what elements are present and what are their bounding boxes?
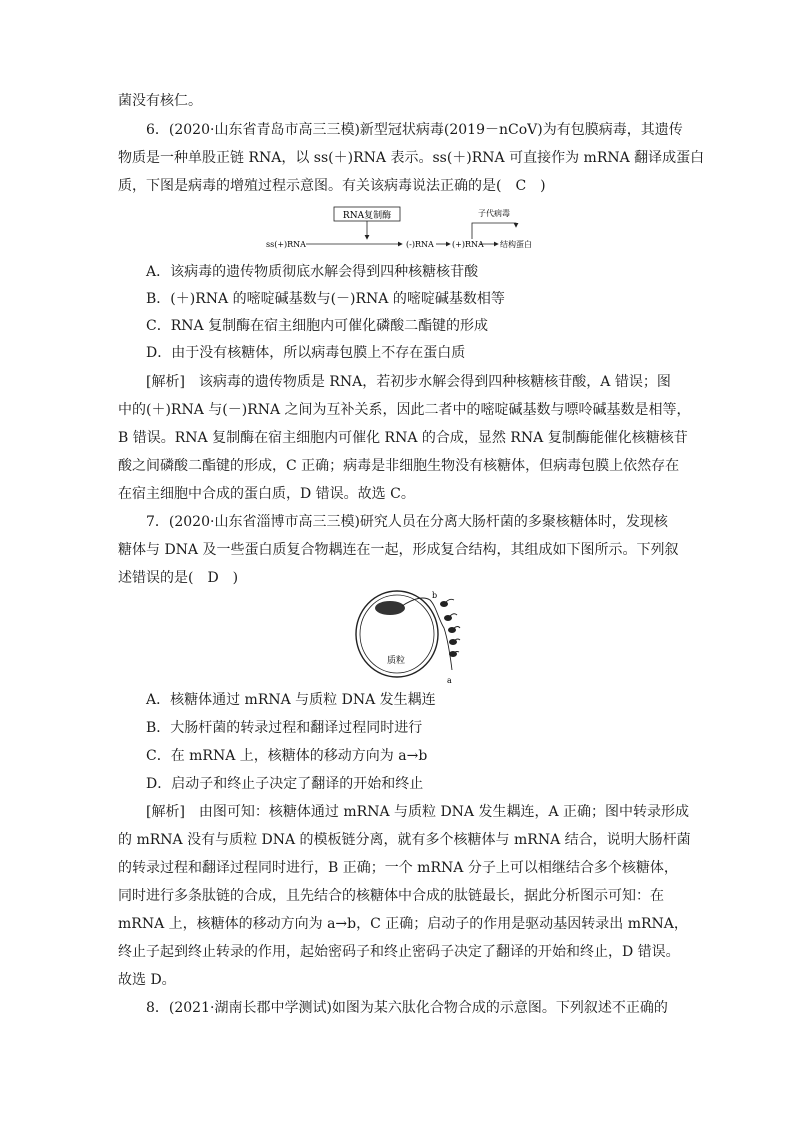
analysis-7-line-6: 终止子起到终止转录的作用，起始密码子和终止密码子决定了翻译的开始和终止，D 错误。: [118, 944, 680, 960]
option-c: C．RNA 复制酶在宿主细胞内可催化磷酸二酯键的形成: [146, 318, 489, 334]
rna-replicase-box: [334, 207, 400, 221]
option-a: A．该病毒的遗传物质彻底水解会得到四种核糖核苷酸: [146, 264, 479, 280]
offspring-virus-label: 子代病毒: [478, 209, 510, 218]
analysis-6-line-4: 酸之间磷酸二酯键的形成，C 正确；病毒是非细胞生物没有核糖体，但病毒包膜上依然存在: [118, 458, 680, 474]
analysis-7-line-7: 故选 D。: [118, 972, 176, 988]
analysis-6-line-2: 中的(＋)RNA 与(－)RNA 之间为互补关系，因此二者中的嘧啶碱基数与嘌呤碱基数是相等，: [118, 402, 691, 418]
option-d: D．由于没有核糖体，所以病毒包膜上不存在蛋白质: [146, 345, 466, 361]
question-6-line-1: 6．(2020·山东省青岛市高三三模)新型冠状病毒(2019－nCoV)为有包膜病毒，其遗传: [146, 122, 683, 138]
ribosome-group: [440, 599, 460, 657]
label-a: a: [447, 676, 452, 685]
analysis-6-line-5: 在宿主细胞中合成的蛋白质，D 错误。故选 C。: [118, 486, 415, 502]
plasmid-ribosome-diagram: [352, 588, 482, 688]
ribosome: [440, 601, 448, 607]
rna-replicase-label: RNA复制酶: [342, 211, 392, 221]
structural-protein-label: 结构蛋白: [500, 240, 532, 249]
analysis-7-line-2: 的 mRNA 没有与质粒 DNA 的模板链分离，就有多个核糖体与 mRNA 结合，说明大肠杆菌: [118, 832, 691, 848]
analysis-7-line-1: [解析] 由图可知：核糖体通过 mRNA 与质粒 DNA 发生耦连，A 正确；图中转录形成: [146, 804, 690, 820]
question-7-line-3: 述错误的是( D ): [118, 570, 239, 586]
mrna-strand: [402, 598, 452, 670]
analysis-6-line-3: B 错误。RNA 复制酶在宿主细胞内可催化 RNA 的合成，显然 RNA 复制酶能催化核糖核苷: [118, 430, 688, 446]
virus-replication-diagram: [262, 205, 552, 255]
ss-plus-rna-label: ss(+)RNA: [266, 240, 306, 249]
option-d: D．启动子和终止子决定了翻译的开始和终止: [146, 776, 424, 792]
question-8-line-1: 8．(2021·湖南长郡中学测试)如图为某六肽化合物合成的示意图。下列叙述不正确的: [146, 1000, 668, 1016]
analysis-6-line-1: [解析] 该病毒的遗传物质是 RNA，若初步水解会得到四种核糖核苷酸，A 错误；图: [146, 374, 671, 390]
plus-rna-label: (+)RNA: [452, 240, 484, 249]
minus-rna-label: (-)RNA: [406, 240, 434, 249]
option-b: B．(＋)RNA 的嘧啶碱基数与(－)RNA 的嘧啶碱基数相等: [146, 291, 505, 307]
option-a: A．核糖体通过 mRNA 与质粒 DNA 发生耦连: [146, 692, 436, 708]
label-b: b: [432, 591, 438, 600]
rna-polymerase-blob: [375, 601, 405, 615]
plasmid-label: 质粒: [386, 656, 406, 666]
question-6-line-3: 质，下图是病毒的增殖过程示意图。有关该病毒说法正确的是( C ): [118, 178, 546, 194]
text-line: 菌没有核仁。: [118, 93, 202, 109]
analysis-7-line-5: mRNA 上，核糖体的移动方向为 a→b，C 正确；启动子的作用是驱动基因转录出 mRNA，: [118, 916, 688, 932]
ribosome: [444, 615, 452, 621]
option-b: B．大肠杆菌的转录过程和翻译过程同时进行: [146, 720, 423, 736]
question-7-line-2: 糖体与 DNA 及一些蛋白质复合物耦连在一起，形成复合结构，其组成如下图所示。下列叙: [118, 542, 679, 558]
option-c: C．在 mRNA 上，核糖体的移动方向为 a→b: [146, 748, 428, 764]
analysis-7-line-4: 同时进行多条肽链的合成，且先结合的核糖体中合成的肽链最长，据此分析图示可知：在: [118, 888, 664, 904]
question-7-line-1: 7．(2020·山东省淄博市高三三模)研究人员在分离大肠杆菌的多聚核糖体时，发现核: [146, 514, 668, 530]
question-6-line-2: 物质是一种单股正链 RNA，以 ss(＋)RNA 表示。ss(＋)RNA 可直接作为 mRNA 翻译成蛋白: [118, 150, 705, 166]
analysis-7-line-3: 的转录过程和翻译过程同时进行，B 正确；一个 mRNA 分子上可以相继结合多个核糖体，: [118, 860, 678, 876]
